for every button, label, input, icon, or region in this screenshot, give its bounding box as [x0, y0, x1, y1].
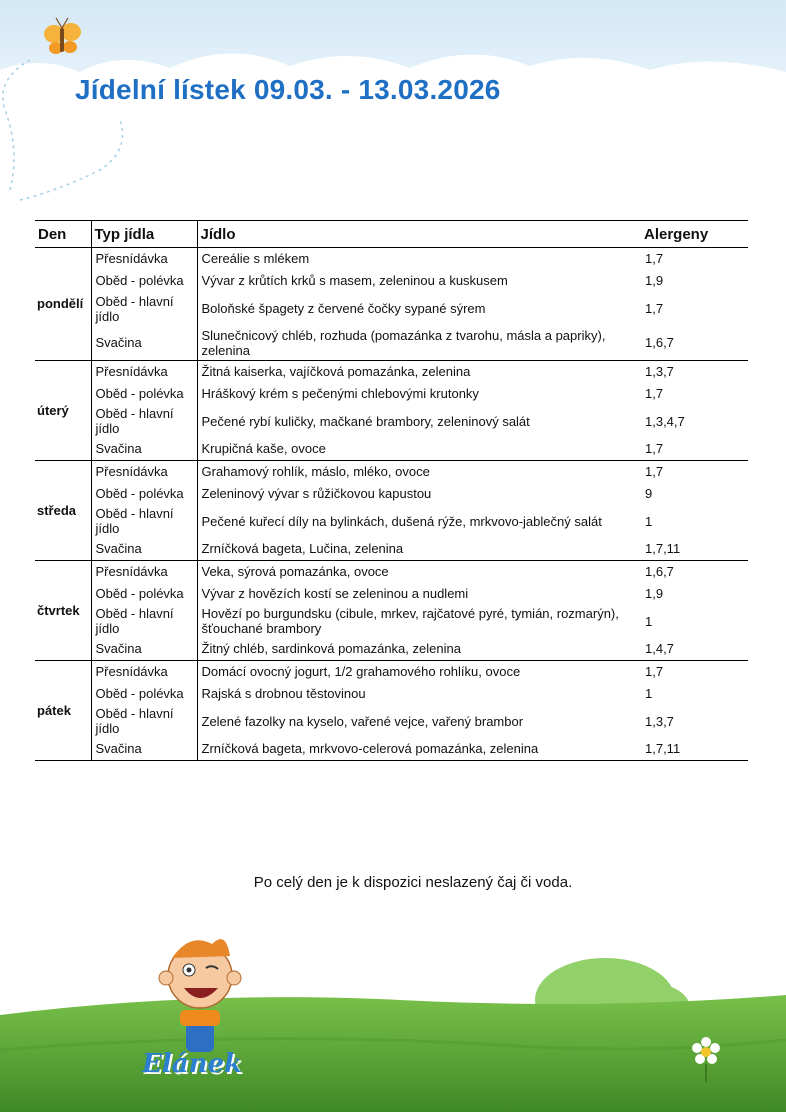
allergens-cell: 1,7 [645, 251, 664, 267]
meal-type-cell: Oběd - hlavní jídlo [91, 604, 197, 638]
table-row [35, 404, 748, 438]
day-cell: pátek [35, 660, 91, 760]
meal-type-cell: Oběd - hlavní jídlo [91, 704, 197, 738]
dish-cell: Veka, sýrová pomazánka, ovoce [201, 563, 389, 579]
dish-cell: Žitná kaiserka, vajíčková pomazánka, zelenina [201, 363, 471, 379]
allergens-cell: 1,6,7 [641, 326, 748, 361]
table-row [35, 438, 748, 460]
meal-type-cell: Oběd - hlavní jídlo [91, 292, 197, 326]
dish-cell: Vývar z hovězích kostí se zeleninou a nudlemi [201, 585, 469, 601]
allergens-cell: 1,4,7 [641, 638, 748, 660]
day-cell: středa [35, 460, 91, 560]
table-row [35, 360, 748, 382]
dish-cell: Boloňské špagety z červené čočky sypané sýrem [201, 301, 486, 316]
dish-cell: Cereálie s mlékem [201, 251, 310, 267]
header-meal-type: Typ jídla [91, 221, 197, 248]
meal-type-cell: Svačina [91, 538, 197, 560]
allergens-cell: 1,3,7 [645, 363, 674, 379]
table-row [35, 482, 748, 504]
allergens-cell: 1,6,7 [645, 563, 674, 579]
meal-type-cell: Svačina [91, 638, 197, 660]
menu-table [35, 220, 748, 761]
page-title: Jídelní lístek 09.03. - 13.03.2026 [75, 74, 501, 105]
allergens-cell: 1,7 [645, 663, 664, 679]
allergens-cell: 1,3,7 [645, 713, 674, 729]
meal-type-cell: Svačina [91, 438, 197, 460]
meal-type-cell: Svačina [91, 326, 197, 361]
table-row [35, 292, 748, 326]
table-row [35, 270, 748, 292]
header-allergens: Alergeny [641, 221, 748, 248]
grass-field [0, 958, 786, 1112]
meal-type-cell: Oběd - polévka [91, 270, 197, 292]
allergens-cell: 1,7 [645, 463, 664, 479]
allergens-cell: 1,7 [645, 385, 664, 401]
allergens-cell: 1,7 [645, 301, 664, 316]
allergens-cell: 1,3,4,7 [645, 413, 685, 429]
table-row [35, 604, 748, 638]
menu-table-body [35, 248, 748, 761]
dish-cell: Zelené fazolky na kyselo, vařené vejce, vařený brambor [201, 713, 524, 729]
dish-cell: Pečené kuřecí díly na bylinkách, dušená rýže, mrkvovo-jablečný salát [201, 513, 602, 529]
meal-type-cell: Oběd - polévka [91, 582, 197, 604]
dish-cell: Žitný chléb, sardinková pomazánka, zelenina [197, 638, 641, 660]
allergens-cell: 1,9 [645, 585, 664, 601]
table-row [35, 460, 748, 482]
allergens-cell: 1,7,11 [641, 738, 748, 760]
dish-cell: Grahamový rohlík, máslo, mléko, ovoce [201, 463, 430, 479]
table-row [35, 582, 748, 604]
meal-type-cell: Oběd - polévka [91, 682, 197, 704]
dish-cell: Pečené rybí kuličky, mačkané brambory, zeleninový salát [201, 413, 530, 429]
table-row [35, 326, 748, 361]
dish-cell: Domácí ovocný jogurt, 1/2 grahamového rohlíku, ovoce [201, 663, 521, 679]
day-cell: pondělí [35, 248, 91, 361]
meal-type-cell: Přesnídávka [91, 460, 197, 482]
dish-cell: Slunečnicový chléb, rozhuda (pomazánka z tvarohu, másla a papriky), zelenina [197, 326, 641, 361]
table-row [35, 660, 748, 682]
logo-text: Elánek [142, 1049, 243, 1079]
table-row [35, 382, 748, 404]
drinks-note: Po celý den je k dispozici neslazený čaj či voda. [253, 874, 573, 891]
meal-type-cell: Oběd - polévka [91, 382, 197, 404]
day-cell: čtvrtek [35, 560, 91, 660]
header-day: Den [35, 221, 91, 248]
table-row [35, 504, 748, 538]
dish-cell: Hráškový krém s pečenými chlebovými krutonky [201, 385, 479, 401]
meal-type-cell: Přesnídávka [91, 248, 197, 270]
table-row [35, 638, 748, 660]
meal-type-cell: Přesnídávka [91, 360, 197, 382]
allergens-cell: 1,9 [645, 273, 664, 288]
table-row [35, 538, 748, 560]
table-row [35, 682, 748, 704]
table-header-row [35, 221, 748, 248]
dish-cell: Hovězí po burgundsku (cibule, mrkev, rajčatové pyré, tymián, rozmarýn), šťouchané brambory [201, 606, 619, 636]
meal-type-cell: Přesnídávka [91, 560, 197, 582]
dish-cell: Vývar z krůtích krků s masem, zeleninou a kuskusem [201, 273, 508, 288]
dish-cell: Krupičná kaše, ovoce [197, 438, 641, 460]
meal-type-cell: Oběd - polévka [91, 482, 197, 504]
allergens-cell: 1 [645, 613, 653, 629]
sky-clouds [0, 0, 786, 220]
day-cell: úterý [35, 360, 91, 460]
meal-type-cell: Svačina [91, 738, 197, 760]
header-dish: Jídlo [197, 221, 641, 248]
dish-cell: Zeleninový vývar s růžičkovou kapustou [201, 485, 432, 501]
table-row [35, 248, 748, 270]
menu-table-container [35, 220, 748, 761]
meal-type-cell: Přesnídávka [91, 660, 197, 682]
dish-cell: Rajská s drobnou těstovinou [201, 685, 366, 701]
allergens-cell: 1,7,11 [641, 538, 748, 560]
table-row [35, 704, 748, 738]
meal-type-cell: Oběd - hlavní jídlo [91, 404, 197, 438]
table-row [35, 560, 748, 582]
dish-cell: Zrníčková bageta, Lučina, zelenina [197, 538, 641, 560]
meal-type-cell: Oběd - hlavní jídlo [91, 504, 197, 538]
allergens-cell: 9 [645, 485, 653, 501]
allergens-cell: 1 [645, 685, 653, 701]
allergens-cell: 1,7 [641, 438, 748, 460]
dish-cell: Zrníčková bageta, mrkvovo-celerová pomazánka, zelenina [197, 738, 641, 760]
table-row [35, 738, 748, 760]
allergens-cell: 1 [645, 513, 653, 529]
